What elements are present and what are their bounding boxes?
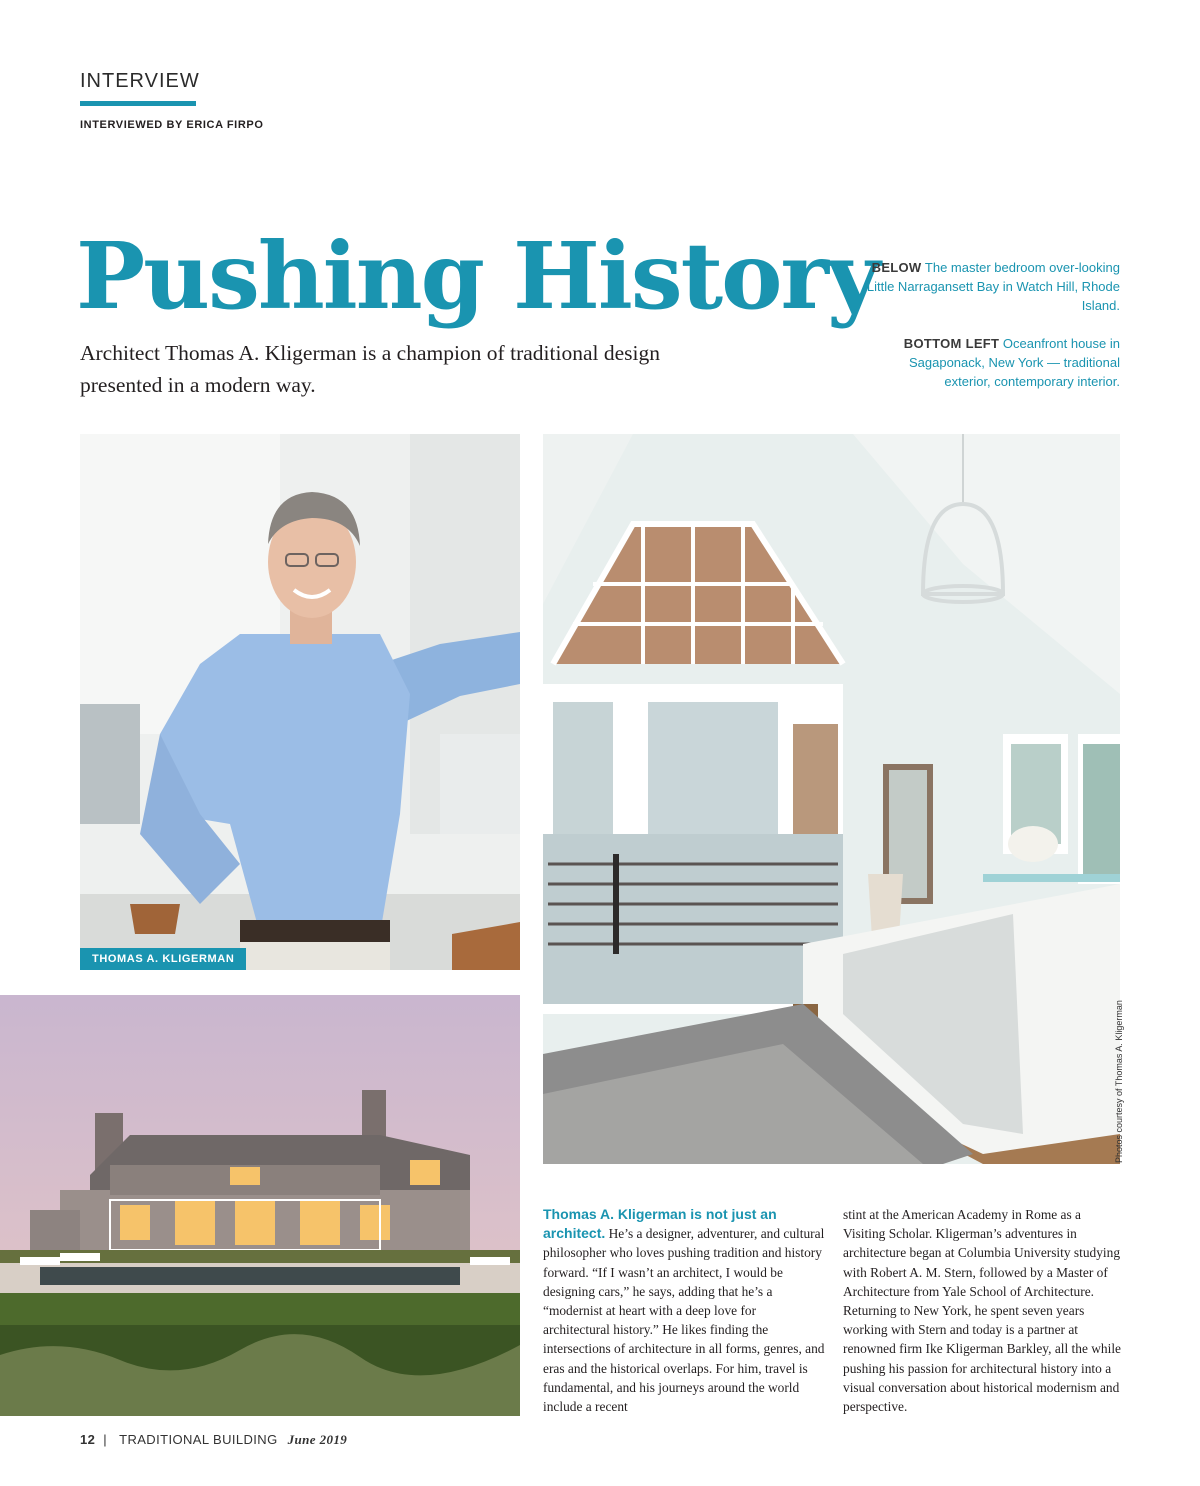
lead-in: Thomas A. Kligerman is not just an architect. <box>543 1206 777 1242</box>
body-column-2 <box>843 1205 1125 1416</box>
photo-name-tag: THOMAS A. KLIGERMAN <box>80 948 246 970</box>
body-column-1 <box>543 1205 825 1416</box>
body-text: He’s a designer, adventurer, and cultural philosopher who loves pushing tradition and history forward. “If I wasn’t an architect, I would be designing cars,” he says, adding that he’s a “modernist at heart with a deep love for architectural history.” He likes finding the intersections of architecture in all forms, genres, and eras and the historical overlaps. For him, travel is fundamental, and his journeys around the world include a recent <box>543 1226 825 1415</box>
caption-bottom-left <box>860 334 1120 391</box>
issue-date: June 2019 <box>287 1432 348 1447</box>
caption-below <box>860 258 1120 315</box>
dek: Architect Thomas A. Kligerman is a champion of traditional design presented in a modern way. <box>80 341 660 397</box>
section-rule <box>80 101 196 106</box>
byline: INTERVIEWED BY ERICA FIRPO <box>80 119 264 131</box>
body-text: stint at the American Academy in Rome as a Visiting Scholar. Kligerman’s adventures in architecture began at Columbia University studying with Robert A. M. Stern, followed by a Master of Architecture from Yale School of Architecture. Returning to New York, he spent seven years working with Stern and today is a partner at renowned firm Ike Kligerman Barkley, all the while pushing his passion for architectural history into a visual conversation about historical modernism and perspective. <box>843 1207 1122 1415</box>
photo-credit: Photos courtesy of Thomas A. Kligerman <box>1114 1000 1124 1163</box>
portrait-photo <box>80 434 520 970</box>
page-footer <box>80 1432 347 1448</box>
bedroom-photo <box>543 434 1120 1164</box>
footer-separator: | <box>99 1432 112 1447</box>
caption-text: The master bedroom over-looking Little Narragansett Bay in Watch Hill, Rhode Island. <box>866 260 1120 313</box>
page-number: 12 <box>80 1432 96 1447</box>
caption-label: BOTTOM LEFT <box>903 336 1000 351</box>
headline: Pushing History <box>76 222 879 330</box>
photo-captions <box>860 258 1120 410</box>
oceanfront-house-photo <box>0 995 520 1416</box>
caption-label: BELOW <box>871 260 922 275</box>
section-label: INTERVIEW <box>80 70 200 92</box>
publication-name: TRADITIONAL BUILDING <box>119 1432 278 1447</box>
caption-text: Oceanfront house in Sagaponack, New York — traditional exterior, contemporary interior. <box>908 336 1120 389</box>
